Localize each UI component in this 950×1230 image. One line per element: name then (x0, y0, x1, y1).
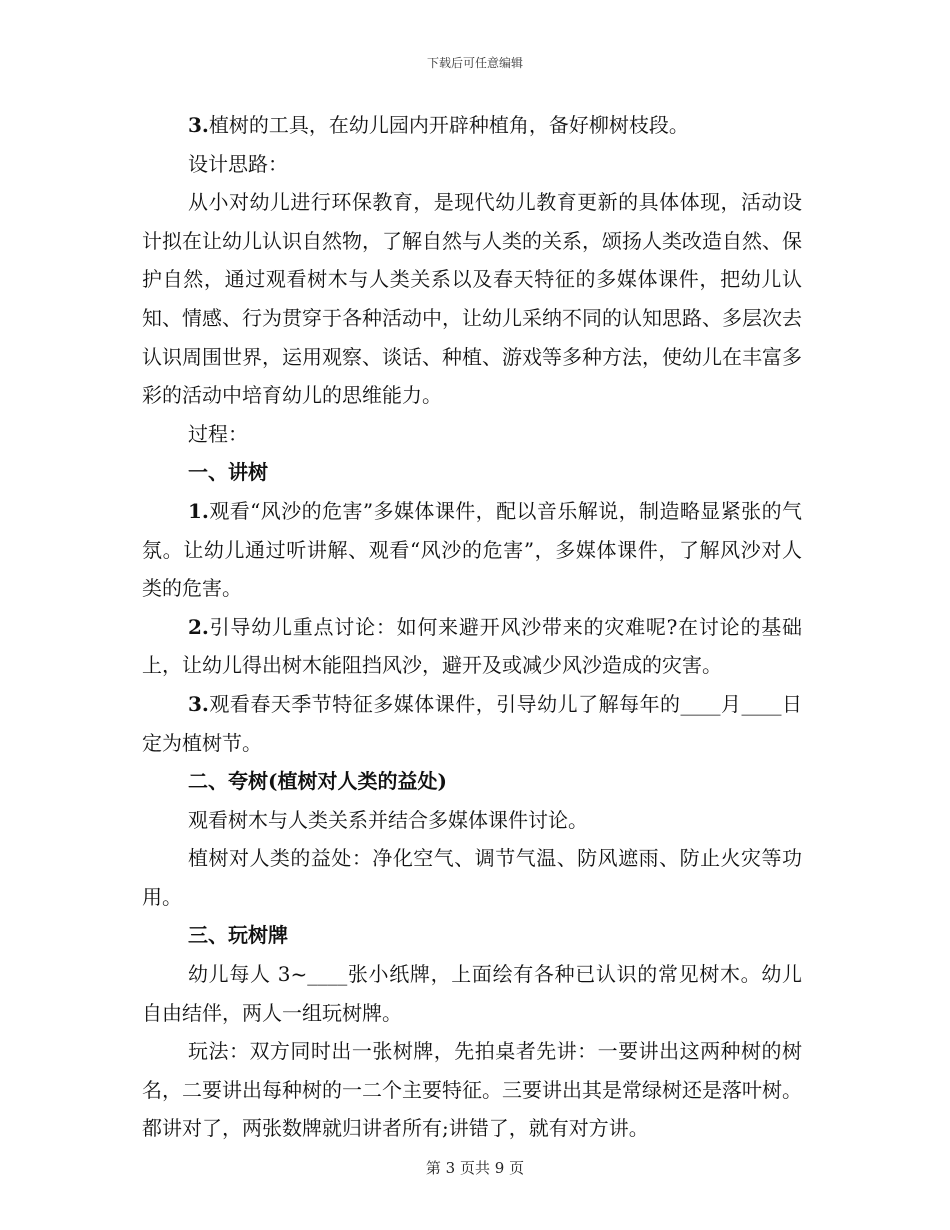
item-number: 2. (188, 614, 209, 639)
benefits-paragraph: 植树对人类的益处：净化空气、调节气温、防风遮雨、防止火灾等功用。 (142, 846, 802, 909)
item-number: 1. (188, 498, 209, 523)
step-1 (142, 492, 802, 608)
tools-item (142, 106, 802, 145)
item-number: 3. (188, 113, 209, 137)
section-heading-2: 二、夸树(植树对人类的益处) (188, 769, 447, 794)
page-header: 下载后可任意编辑 (426, 56, 523, 70)
process-heading: 过程： (188, 421, 248, 446)
design-paragraph: 从小对幼儿进行环保教育，是现代幼儿教育更新的具体体现，活动设计拟在让幼儿认识自然物，了解自然与人类的关系，颂扬人类改造自然、保护自然，通过观看树木与人类关系以及春天特征的多媒体课件，把幼儿认知、情感、行为贯穿于各种活动中，让幼儿采纳不同的认知思路、多层次去认识周围世界，运用观察、谈话、种植、游戏等多种方法，使幼儿在丰富多彩的活动中培育幼儿的思维能力。 (142, 190, 802, 408)
paragraph: 幼儿每人 3~____张小纸牌，上面绘有各种已认识的常见树木。幼儿自由结伴，两人一组玩树牌。 (142, 962, 802, 1025)
step-3 (142, 685, 802, 762)
item-text: 引导幼儿重点讨论：如何来避开风沙带来的灾难呢?在讨论的基础上，让幼儿得出树木能阻挡风沙，避开及或减少风沙造成的灾害。 (142, 614, 802, 678)
section-heading-3: 三、玩树牌 (188, 923, 288, 948)
rules-paragraph: 玩法：双方同时出一张树牌，先拍桌者先讲：一要讲出这两种树的树名，二要讲出每种树的一二个主要特征。三要讲出其是常绿树还是落叶树。都讲对了，两张数牌就归讲者所有;讲错了，就有对方讲。 (142, 1039, 802, 1141)
section-heading-1: 一、讲树 (188, 460, 268, 485)
item-text: 植树的工具，在幼儿园内开辟种植角，备好柳树枝段。 (208, 113, 689, 137)
step-2 (142, 608, 802, 685)
document-body (142, 106, 802, 1148)
paragraph: 观看树木与人类关系并结合多媒体课件讨论。 (188, 807, 588, 832)
item-text: 观看“风沙的危害”多媒体课件，配以音乐解说，制造略显紧张的气氛。让幼儿通过听讲解、观看“风沙的危害”，多媒体课件，了解风沙对人类的危害。 (142, 498, 802, 601)
page-footer: 第 3 页共 9 页 (425, 1159, 525, 1177)
design-heading: 设计思路： (188, 151, 288, 176)
item-text: 观看春天季节特征多媒体课件，引导幼儿了解每年的____月____日定为植树节。 (142, 691, 802, 755)
item-number: 3. (188, 691, 209, 716)
